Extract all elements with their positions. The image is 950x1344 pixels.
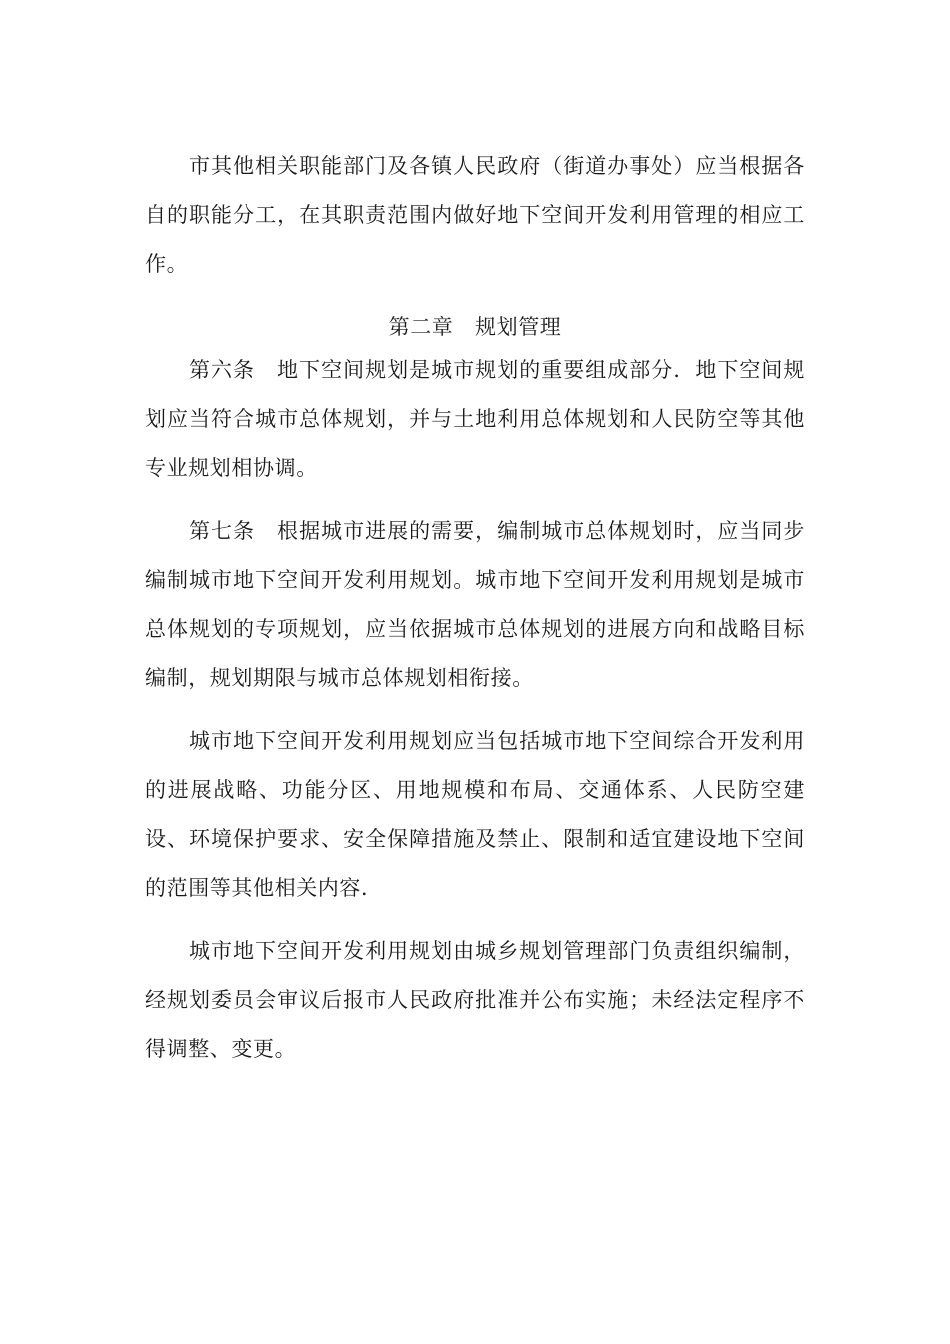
planning-content-paragraph: 城市地下空间开发利用规划应当包括城市地下空间综合开发利用的进展战略、功能分区、用地规模和布局、交通体系、人民防空建设、环境保护要求、安全保障措施及禁止、限制和适宜建设地下空间的范围等其他相关内容． [145, 729, 805, 900]
article-6-paragraph: 第六条 地下空间规划是城市规划的重要组成部分．地下空间规划应当符合城市总体规划，并与土地利用总体规划和人民防空等其他专业规划相协调。 [145, 358, 805, 480]
article-7-paragraph: 第七条 根据城市进展的需要，编制城市总体规划时，应当同步编制城市地下空间开发利用规划。城市地下空间开发利用规划是城市总体规划的专项规划，应当依据城市总体规划的进展方向和战略目标编制，规划期限与城市总体规划相衔接。 [145, 519, 805, 690]
paragraph-responsibilities: 市其他相关职能部门及各镇人民政府（街道办事处）应当根据各自的职能分工，在其职责范围内做好地下空间开发利用管理的相应工作。 [145, 154, 805, 276]
document-body [145, 142, 805, 1074]
planning-approval-paragraph: 城市地下空间开发利用规划由城乡规划管理部门负责组织编制，经规划委员会审议后报市人民政府批准并公布实施；未经法定程序不得调整、变更。 [145, 939, 805, 1061]
chapter-heading: 第二章 规划管理 [388, 315, 562, 339]
